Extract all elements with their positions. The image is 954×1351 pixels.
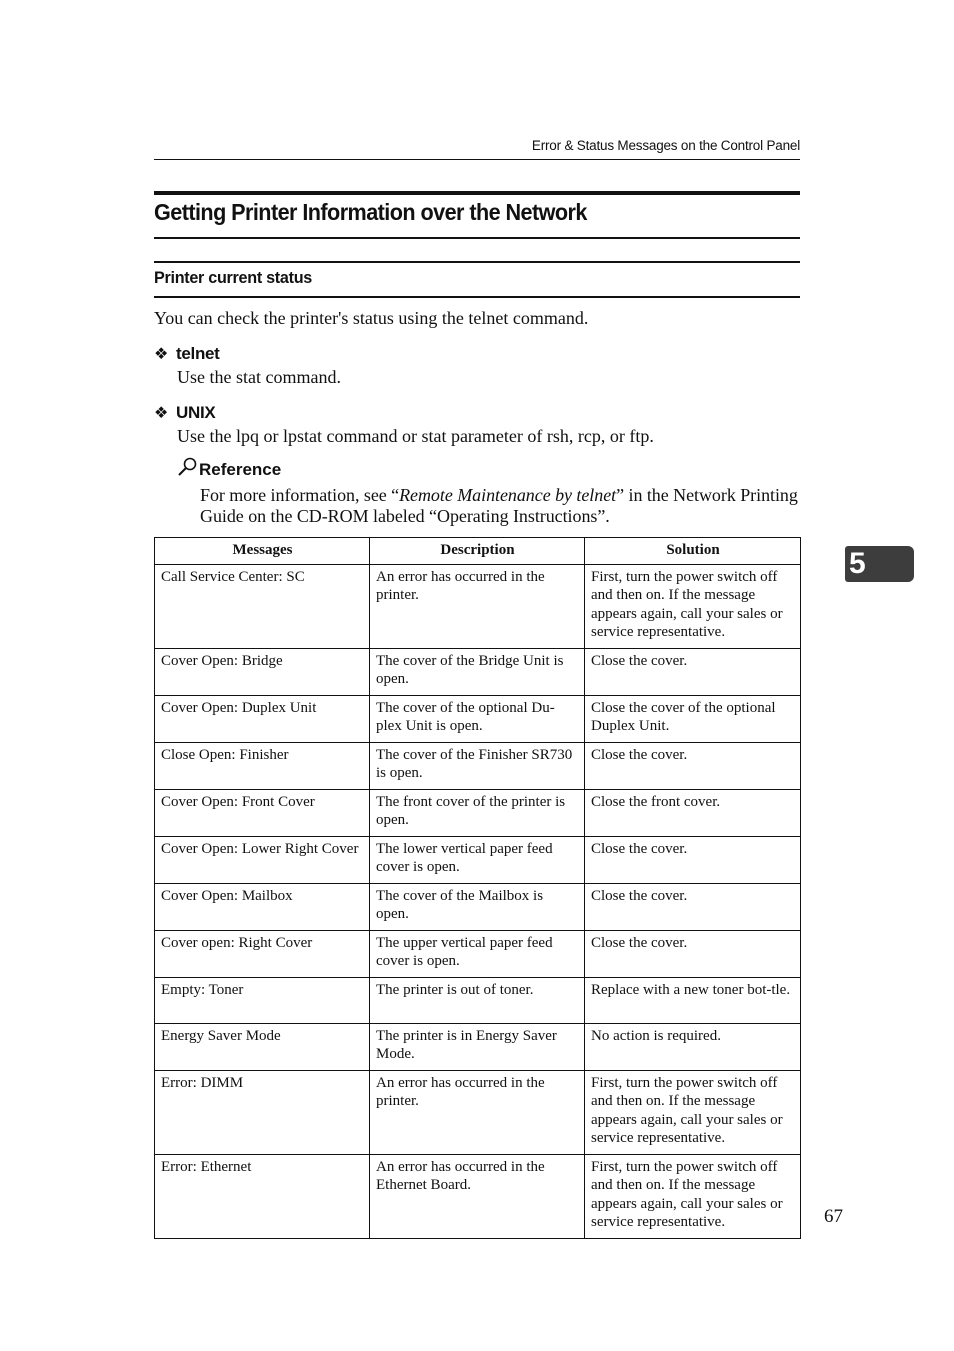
unix-heading-label: UNIX	[176, 403, 216, 422]
column-header-solution: Solution	[585, 538, 801, 565]
page-number: 67	[824, 1206, 843, 1227]
table-row	[155, 977, 801, 1023]
table-row	[155, 789, 801, 836]
description-cell: The printer is in Energy Saver Mode.	[370, 1023, 585, 1070]
solution-cell: Close the cover of the optional Duplex Unit.	[585, 695, 801, 742]
section-top-rule	[154, 191, 800, 195]
table-header-row	[155, 538, 801, 565]
error-message-table	[154, 537, 801, 1239]
telnet-heading-label: telnet	[176, 344, 220, 363]
table-row	[155, 1023, 801, 1070]
table-row	[155, 695, 801, 742]
message-cell: Cover Open: Front Cover	[155, 789, 370, 836]
reference-heading	[177, 457, 281, 480]
section-title: Getting Printer Information over the Network	[154, 199, 587, 225]
column-header-description: Description	[370, 538, 585, 565]
reference-text	[200, 485, 802, 527]
table-row	[155, 883, 801, 930]
reference-text-end: ” in the Network Printing Guide on the CD-ROM labeled “Operating Instructions”.	[200, 485, 798, 526]
message-cell: Energy Saver Mode	[155, 1023, 370, 1070]
description-cell: The printer is out of toner.	[370, 977, 585, 1023]
message-cell: Cover Open: Bridge	[155, 648, 370, 695]
reference-heading-label: Reference	[199, 460, 282, 479]
description-cell: The cover of the Finisher SR730 is open.	[370, 742, 585, 789]
header-rule	[154, 159, 800, 160]
description-cell: The front cover of the printer is open.	[370, 789, 585, 836]
subsection-bottom-rule	[154, 296, 800, 298]
message-cell: Empty: Toner	[155, 977, 370, 1023]
message-cell: Close Open: Finisher	[155, 742, 370, 789]
message-cell: Cover Open: Lower Right Cover	[155, 836, 370, 883]
message-cell: Cover open: Right Cover	[155, 930, 370, 977]
running-header: Error & Status Messages on the Control Panel	[531, 138, 800, 153]
message-cell: Error: DIMM	[155, 1070, 370, 1154]
table-row	[155, 1154, 801, 1238]
description-cell: The lower vertical paper feed cover is open.	[370, 836, 585, 883]
section-bottom-rule	[154, 237, 800, 239]
solution-cell: No action is required.	[585, 1023, 801, 1070]
solution-cell: Close the cover.	[585, 836, 801, 883]
description-cell: An error has occurred in the Ethernet Board.	[370, 1154, 585, 1238]
subsection-top-rule	[154, 261, 800, 263]
diamond-bullet-icon: ❖	[154, 346, 169, 363]
solution-cell: Close the cover.	[585, 883, 801, 930]
subsection-title: Printer current status	[154, 268, 312, 287]
message-cell: Cover Open: Mailbox	[155, 883, 370, 930]
reference-title: Remote Maintenance by telnet	[399, 485, 617, 505]
solution-cell: First, turn the power switch off and then on. If the message appears again, call your sales or service representative.	[585, 564, 801, 648]
telnet-heading	[154, 344, 220, 364]
table-row	[155, 836, 801, 883]
column-header-messages: Messages	[155, 538, 370, 565]
description-cell: An error has occurred in the printer.	[370, 1070, 585, 1154]
table-row	[155, 648, 801, 695]
chapter-tab: 5	[845, 546, 914, 582]
table-row	[155, 1070, 801, 1154]
description-cell: The cover of the Bridge Unit is open.	[370, 648, 585, 695]
message-cell: Error: Ethernet	[155, 1154, 370, 1238]
description-cell: An error has occurred in the printer.	[370, 564, 585, 648]
reference-icon	[177, 460, 199, 479]
table-row	[155, 742, 801, 789]
solution-cell: Replace with a new toner bot-tle.	[585, 977, 801, 1023]
table-row	[155, 564, 801, 648]
solution-cell: Close the front cover.	[585, 789, 801, 836]
description-cell: The cover of the Mailbox is open.	[370, 883, 585, 930]
message-cell: Call Service Center: SC	[155, 564, 370, 648]
solution-cell: First, turn the power switch off and then on. If the message appears again, call your sales or service representative.	[585, 1154, 801, 1238]
solution-cell: First, turn the power switch off and then on. If the message appears again, call your sales or service representative.	[585, 1070, 801, 1154]
description-cell: The cover of the optional Du-plex Unit is open.	[370, 695, 585, 742]
solution-cell: Close the cover.	[585, 930, 801, 977]
intro-text: You can check the printer's status using the telnet command.	[154, 308, 589, 328]
reference-text-start: For more information, see “	[200, 485, 400, 505]
table-row	[155, 930, 801, 977]
diamond-bullet-icon: ❖	[154, 405, 169, 422]
message-cell: Cover Open: Duplex Unit	[155, 695, 370, 742]
solution-cell: Close the cover.	[585, 742, 801, 789]
description-cell: The upper vertical paper feed cover is open.	[370, 930, 585, 977]
unix-heading	[154, 403, 215, 423]
solution-cell: Close the cover.	[585, 648, 801, 695]
telnet-text: Use the stat command.	[177, 367, 341, 387]
unix-text: Use the lpq or lpstat command or stat parameter of rsh, rcp, or ftp.	[177, 426, 654, 446]
